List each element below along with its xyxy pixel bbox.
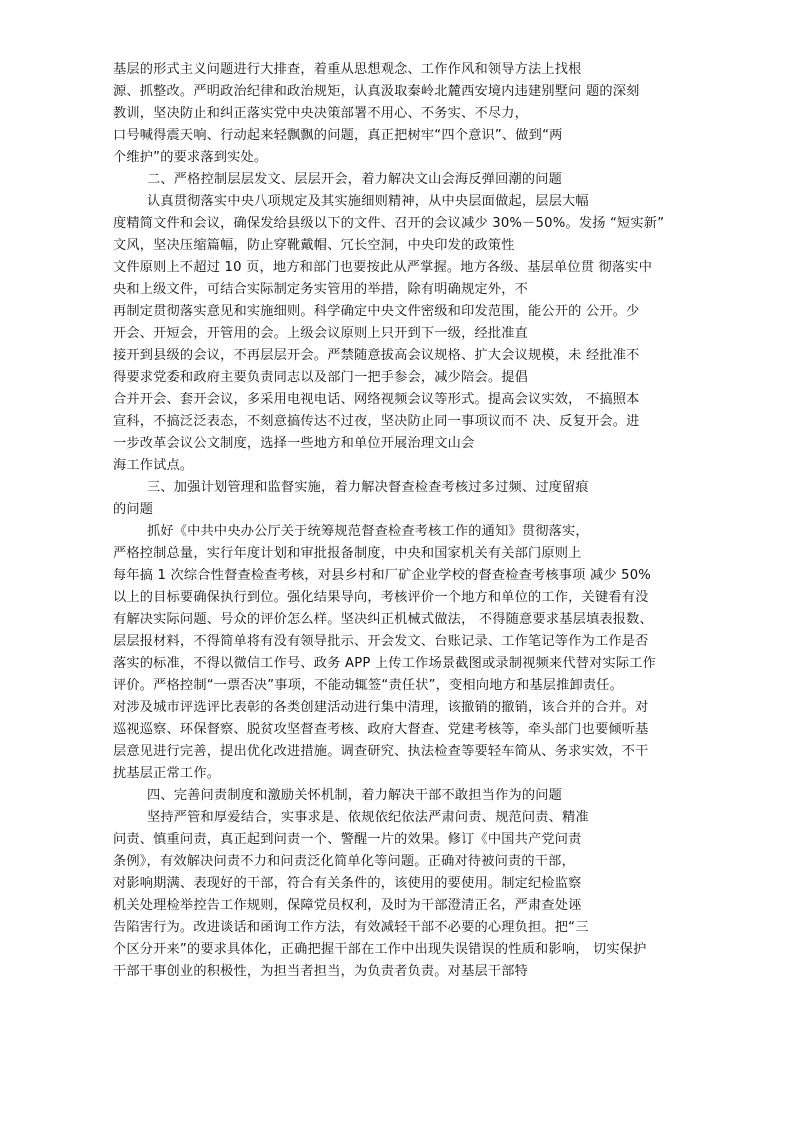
paragraph-line: 基层的形式主义问题进行大排查，着重从思想观念、工作作风和领导方法上找根 (113, 62, 582, 77)
paragraph-line: 度精简文件和会议，确保发给县级以下的文件、召开的会议减少 30%－50%。发扬 “短实新” (113, 216, 665, 231)
section-heading: 的问题 (113, 502, 154, 517)
paragraph-line: 一步改革会议公文制度，选择一些地方和单位开展治理文山会 (113, 436, 475, 451)
paragraph-line: 巡视巡察、环保督察、脱贫攻坚督查考核、政府大督查、党建考核等，牵头部门也要倾听基 (113, 722, 649, 737)
paragraph-line: 个区分开来”的要求具体化，正确把握干部在工作中出现失误错误的性质和影响， 切实保护 (113, 942, 647, 957)
paragraph-line: 评价。严格控制“一票否决”事项，不能动辄签“责任状”，变相向地方和基层推卸责任。 (113, 678, 624, 693)
paragraph-line: 坚持严管和厚爱结合，实事求是、依规依纪依法严肃问责、规范问责、精准 (147, 810, 589, 825)
paragraph-line: 落实的标准，不得以微信工作号、政务 APP 上传工作场景截图或录制视频来代替对实际工作 (113, 656, 657, 671)
paragraph-line: 海工作试点。 (113, 458, 194, 473)
paragraph-line: 口号喊得震天响、行动起来轻飘飘的问题，真正把树牢“四个意识”、做到“两 (113, 128, 563, 143)
paragraph-line: 告陷害行为。改进谈话和函询工作方法，有效减轻干部不必要的心理负担。把“三 (113, 920, 589, 935)
paragraph-line: 干部干事创业的积极性，为担当者担当，为负责者负责。对基层干部特 (113, 964, 529, 979)
paragraph-line: 教训，坚决防止和纠正落实党中央决策部署不用心、不务实、不尽力， (113, 106, 529, 121)
paragraph-line: 每年搞 1 次综合性督查检查考核，对县乡村和厂矿企业学校的督查检查考核事项 减少 50% (113, 568, 652, 583)
paragraph-line: 严格控制总量，实行年度计划和审批报备制度，中央和国家机关有关部门原则上 (113, 546, 582, 561)
paragraph-line: 再制定贯彻落实意见和实施细则。科学确定中央文件密级和印发范围，能公开的 公开。少 (113, 304, 640, 319)
paragraph-line: 抓好《中共中央办公厅关于统筹规范督查检查考核工作的通知》贯彻落实， (147, 524, 589, 539)
paragraph-line: 机关处理检举控告工作规则，保障党员权利，及时为干部澄清正名，严肃查处诬 (113, 898, 582, 913)
paragraph-line: 层意见进行完善，提出优化改进措施。调查研究、执法检查等要轻车简从、务求实效，不干 (113, 744, 649, 759)
paragraph-line: 扰基层正常工作。 (113, 766, 221, 781)
section-heading: 三、加强计划管理和监督实施，着力解决督查检查考核过多过频、过度留痕 (147, 480, 589, 495)
paragraph-line: 文风，坚决压缩篇幅，防止穿靴戴帽、冗长空洞，中央印发的政策性 (113, 238, 515, 253)
section-heading: 四、完善问责制度和激励关怀机制，着力解决干部不敢担当作为的问题 (147, 788, 563, 803)
paragraph-line: 对影响期满、表现好的干部，符合有关条件的，该使用的要使用。制定纪检监察 (113, 876, 582, 891)
paragraph-line: 央和上级文件，可结合实际制定务实管用的举措，除有明确规定外，不 (113, 282, 529, 297)
paragraph-line: 问责、慎重问责，真正起到问责一个、警醒一片的效果。修订《中国共产党问责 (113, 832, 582, 847)
paragraph-line: 源、抓整改。严明政治纪律和政治规矩，认真汲取秦岭北麓西安境内违建别墅问 题的深刻 (113, 84, 640, 99)
paragraph-line: 合并开会、套开会议，多采用电视电话、网络视频会议等形式。提高会议实效， 不搞照本 (113, 392, 640, 407)
paragraph-line: 有解决实际问题、号众的评价怎么样。坚决纠正机械式做法， 不得随意要求基层填表报数、 (113, 612, 653, 627)
paragraph-line: 宣科，不搞泛泛表态，不刻意搞传达不过夜，坚决防止同一事项议而不 决、反复开会。进 (113, 414, 640, 429)
paragraph-line: 以上的目标要确保执行到位。强化结果导向，考核评价一个地方和单位的工作，关键看有没 (113, 590, 649, 605)
paragraph-line: 认真贯彻落实中央八项规定及其实施细则精神，从中央层面做起，层层大幅 (147, 194, 589, 209)
paragraph-line: 文件原则上不超过 10 页，地方和部门也要按此从严掌握。地方各级、基层单位贯 彻落实中 (113, 260, 653, 275)
paragraph-line: 对涉及城市评选评比表彰的各类创建活动进行集中清理，该撤销的撤销，该合并的合并。对 (113, 700, 649, 715)
section-heading: 二、严格控制层层发文、层层开会，着力解决文山会海反弹回潮的问题 (147, 172, 563, 187)
paragraph-line: 层层报材料，不得简单将有没有领导批示、开会发文、台账记录、工作笔记等作为工作是否 (113, 634, 649, 649)
paragraph-line: 个维护”的要求落到实处。 (113, 150, 268, 165)
paragraph-line: 条例》，有效解决问责不力和问责泛化简单化等问题。正确对待被问责的干部， (113, 854, 575, 869)
paragraph-line: 接开到县级的会议，不再层层开会。严禁随意拔高会议规格、扩大会议规模，未 经批准不 (113, 348, 640, 363)
paragraph-line: 得要求党委和政府主要负责同志以及部门一把手参会，减少陪会。提倡 (113, 370, 529, 385)
paragraph-line: 开会、开短会，开管用的会。上级会议原则上只开到下一级，经批准直 (113, 326, 529, 341)
